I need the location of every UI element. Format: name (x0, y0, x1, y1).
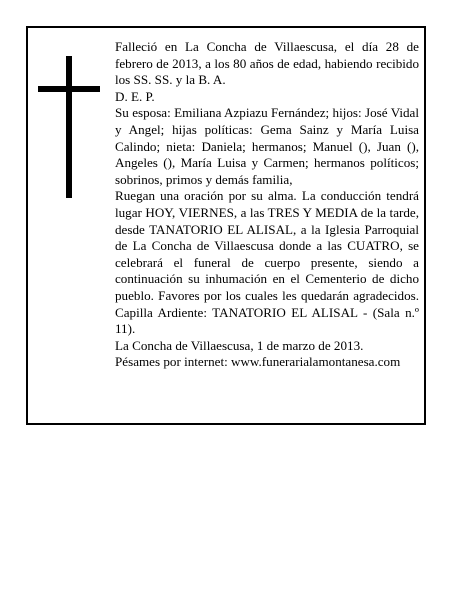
obituary-notice (26, 26, 426, 425)
funeral-details: Ruegan una oración por su alma. La conducción tendrá lugar HOY, VIERNES, a las TRES Y MEDIA de la tarde, desde TANATORIO EL ALISAL, a la Iglesia Parroquial de La Concha de Villaescusa donde a las CUATRO, se celebrará el funeral de cuerpo presente, siendo a continuación su inhumación en el Cementerio de dicho pueblo. Favores por los cuales les quedarán agradecidos. Capilla Ardiente: TANATORIO EL ALISAL - (Sala n.º 11). (115, 188, 419, 337)
place-date-line: La Concha de Villaescusa, 1 de marzo de 2013. (115, 337, 364, 353)
cross-horizontal-bar (38, 86, 100, 92)
condolences-line: Pésames por internet: www.funerarialamontanesa.com (115, 354, 401, 370)
cross-icon (38, 56, 100, 198)
notice-text (115, 39, 419, 371)
family-list: Su esposa: Emiliana Azpiazu Fernández; hijos: José Vidal y Angel; hijas políticas: Gema Sainz y María Luisa Calindo; nieta: Daniela; hermanos; Manuel (), Juan (), Angeles (), María Luisa y Carmen; hermanos políticos; sobrinos, primos y demás familia, (115, 105, 419, 187)
cross-vertical-bar (66, 56, 72, 198)
death-announcement: Falleció en La Concha de Villaescusa, el día 28 de febrero de 2013, a los 80 años de edad, habiendo recibido los SS. SS. y la B. A. (115, 39, 419, 88)
rip-line: D. E. P. (115, 88, 155, 104)
